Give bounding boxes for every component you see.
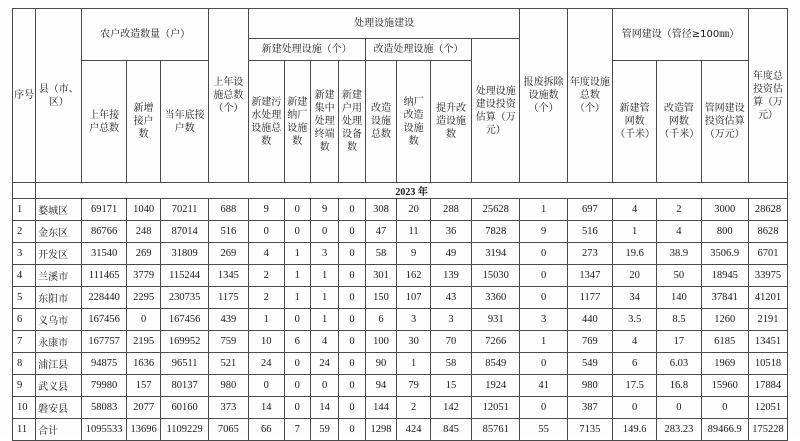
cell-prev-households: 94875: [82, 353, 126, 375]
cell-new-pipe: 20: [613, 265, 657, 287]
cell-pipe-invest: 0: [701, 397, 748, 419]
cell-prev-facilities: 1345: [208, 265, 248, 287]
cell-demolish: 0: [520, 243, 567, 265]
cell-year-invest: 17884: [748, 375, 787, 397]
cell-prev-households: 167757: [82, 331, 126, 353]
cell-prev-facilities: 688: [208, 199, 248, 221]
table-row: [13, 287, 788, 309]
table-row: [13, 309, 788, 331]
cell-end-households: 87014: [161, 221, 208, 243]
cell-seq: 7: [13, 331, 36, 353]
cell-treatment-invest: 15030: [472, 265, 520, 287]
construction-table: [12, 8, 788, 441]
cell-new-pipe-in: 0: [284, 375, 310, 397]
cell-demolish: 3: [520, 309, 567, 331]
cell-prev-households: 167456: [82, 309, 126, 331]
cell-new-pipe: 4: [613, 199, 657, 221]
header-renovate-pipe: 改造管网数（千米）: [657, 61, 701, 183]
cell-seq: 3: [13, 243, 36, 265]
cell-county: 兰溪市: [36, 265, 82, 287]
cell-year-facilities: 516: [567, 221, 612, 243]
cell-end-households: 80137: [161, 375, 208, 397]
cell-seq: 11: [13, 419, 36, 441]
cell-new-household-equip: 0: [339, 309, 365, 331]
cell-seq: 5: [13, 287, 36, 309]
cell-new-household-equip: 0: [339, 221, 365, 243]
cell-pipe-invest: 89466.9: [701, 419, 748, 441]
cell-new-centralized: 4: [310, 331, 338, 353]
table-row: [13, 265, 788, 287]
cell-renovate-pipe: 50: [657, 265, 701, 287]
cell-county: 开发区: [36, 243, 82, 265]
header-seq: 序号: [13, 9, 36, 183]
cell-new-centralized: 1: [310, 287, 338, 309]
cell-new-households: 157: [126, 375, 161, 397]
cell-new-household-equip: 0: [339, 331, 365, 353]
cell-new-centralized: 1: [310, 265, 338, 287]
cell-end-households: 115244: [161, 265, 208, 287]
cell-pipe-invest: 18945: [701, 265, 748, 287]
header-new-pipe-in: 新建纳厂设施数: [284, 61, 310, 183]
cell-new-household-equip: 0: [339, 243, 365, 265]
cell-new-sewage-total: 0: [248, 221, 284, 243]
cell-new-household-equip: 0: [339, 397, 365, 419]
cell-pipe-invest: 1969: [701, 353, 748, 375]
cell-county: 永康市: [36, 331, 82, 353]
cell-renovate-pipe-in: 79: [397, 375, 431, 397]
cell-renovate-total: 6: [365, 309, 397, 331]
cell-end-households: 167456: [161, 309, 208, 331]
header-new-pipe: 新建管网数（千米）: [613, 61, 657, 183]
cell-treatment-invest: 3360: [472, 287, 520, 309]
cell-year-facilities: 980: [567, 375, 612, 397]
table-body: [13, 199, 788, 441]
header-new-build-group: 新建处理设施（个）: [248, 39, 365, 61]
cell-new-sewage-total: 4: [248, 243, 284, 265]
cell-renovate-pipe-in: 2: [397, 397, 431, 419]
cell-new-sewage-total: 24: [248, 353, 284, 375]
cell-renovate-upgrade: 139: [430, 265, 471, 287]
cell-seq: 8: [13, 353, 36, 375]
cell-year-invest: 33975: [748, 265, 787, 287]
header-rural-group: 农户改造数量（户）: [82, 9, 208, 61]
table-row: [13, 199, 788, 221]
cell-prev-households: 111465: [82, 265, 126, 287]
cell-end-households: 96511: [161, 353, 208, 375]
cell-renovate-upgrade: 49: [430, 243, 471, 265]
cell-renovate-pipe: 4: [657, 221, 701, 243]
cell-year-facilities: 549: [567, 353, 612, 375]
cell-county: 东阳市: [36, 287, 82, 309]
cell-year-invest: 12051: [748, 397, 787, 419]
cell-renovate-pipe: 17: [657, 331, 701, 353]
cell-county: 金东区: [36, 221, 82, 243]
cell-new-sewage-total: 0: [248, 375, 284, 397]
cell-pipe-invest: 1260: [701, 309, 748, 331]
cell-renovate-total: 150: [365, 287, 397, 309]
cell-year-invest: 41201: [748, 287, 787, 309]
cell-new-pipe-in: 1: [284, 243, 310, 265]
cell-new-pipe-in: 6: [284, 331, 310, 353]
cell-renovate-upgrade: 3: [430, 309, 471, 331]
cell-new-centralized: 1: [310, 309, 338, 331]
cell-new-centralized: 9: [310, 199, 338, 221]
cell-new-pipe: 17.5: [613, 375, 657, 397]
cell-year-facilities: 1347: [567, 265, 612, 287]
cell-year-invest: 10518: [748, 353, 787, 375]
table-row: [13, 397, 788, 419]
cell-new-pipe: 3.5: [613, 309, 657, 331]
cell-new-centralized: 0: [310, 375, 338, 397]
header-renovate-group: 改造处理设施（个）: [365, 39, 471, 61]
cell-year-facilities: 1177: [567, 287, 612, 309]
header-new-centralized: 新建集中处理终端数: [310, 61, 338, 183]
cell-new-pipe-in: 0: [284, 221, 310, 243]
cell-year-facilities: 7135: [567, 419, 612, 441]
cell-end-households: 60160: [161, 397, 208, 419]
cell-prev-facilities: 269: [208, 243, 248, 265]
header-prev-facilities: 上年设施总数（个）: [208, 9, 248, 183]
cell-renovate-pipe: 38.9: [657, 243, 701, 265]
cell-demolish: 55: [520, 419, 567, 441]
cell-pipe-invest: 3506.9: [701, 243, 748, 265]
cell-prev-households: 228440: [82, 287, 126, 309]
cell-new-centralized: 3: [310, 243, 338, 265]
cell-new-sewage-total: 66: [248, 419, 284, 441]
header-end-households: 当年底接户数: [161, 61, 208, 183]
cell-new-sewage-total: 10: [248, 331, 284, 353]
cell-new-sewage-total: 14: [248, 397, 284, 419]
cell-new-households: 13696: [126, 419, 161, 441]
table-row: [13, 221, 788, 243]
header-treatment-invest: 处理设施建设投资估算（万元）: [472, 39, 520, 183]
cell-renovate-pipe: 8.5: [657, 309, 701, 331]
cell-renovate-upgrade: 43: [430, 287, 471, 309]
header-new-households: 新增接户数: [126, 61, 161, 183]
cell-new-households: 269: [126, 243, 161, 265]
cell-year-facilities: 440: [567, 309, 612, 331]
cell-pipe-invest: 37841: [701, 287, 748, 309]
cell-new-centralized: 0: [310, 221, 338, 243]
cell-new-household-equip: 0: [339, 265, 365, 287]
cell-prev-households: 31540: [82, 243, 126, 265]
cell-new-households: 0: [126, 309, 161, 331]
cell-year-invest: 2191: [748, 309, 787, 331]
cell-new-household-equip: 0: [339, 199, 365, 221]
cell-prev-facilities: 980: [208, 375, 248, 397]
cell-prev-facilities: 521: [208, 353, 248, 375]
cell-new-sewage-total: 2: [248, 287, 284, 309]
cell-new-households: 2195: [126, 331, 161, 353]
cell-demolish: 1: [520, 331, 567, 353]
cell-renovate-upgrade: 58: [430, 353, 471, 375]
table-row: [13, 243, 788, 265]
cell-year-facilities: 769: [567, 331, 612, 353]
header-prev-households: 上年接户总数: [82, 61, 126, 183]
header-year-facilities: 年度设施总数（个）: [567, 9, 612, 183]
cell-county: 磐安县: [36, 397, 82, 419]
cell-new-household-equip: 0: [339, 353, 365, 375]
cell-renovate-upgrade: 70: [430, 331, 471, 353]
cell-new-pipe: 34: [613, 287, 657, 309]
cell-end-households: 230735: [161, 287, 208, 309]
cell-renovate-pipe-in: 9: [397, 243, 431, 265]
cell-renovate-pipe: 283.23: [657, 419, 701, 441]
cell-prev-facilities: 373: [208, 397, 248, 419]
header-new-sewage-total: 新建污水处理设施总数: [248, 61, 284, 183]
cell-new-households: 248: [126, 221, 161, 243]
cell-renovate-total: 100: [365, 331, 397, 353]
cell-demolish: 41: [520, 375, 567, 397]
cell-new-pipe-in: 0: [284, 309, 310, 331]
header-pipe-group: 管网建设（管径≥100㎜）: [613, 9, 749, 61]
cell-new-centralized: 24: [310, 353, 338, 375]
cell-new-pipe: 1: [613, 221, 657, 243]
cell-new-sewage-total: 2: [248, 265, 284, 287]
cell-renovate-total: 94: [365, 375, 397, 397]
cell-end-households: 1109229: [161, 419, 208, 441]
cell-renovate-total: 308: [365, 199, 397, 221]
cell-new-pipe-in: 1: [284, 265, 310, 287]
cell-prev-facilities: 1175: [208, 287, 248, 309]
cell-renovate-pipe-in: 424: [397, 419, 431, 441]
cell-year-facilities: 697: [567, 199, 612, 221]
year-label: 2023 年: [36, 183, 788, 199]
cell-prev-households: 1095533: [82, 419, 126, 441]
cell-new-pipe-in: 0: [284, 353, 310, 375]
cell-new-household-equip: 0: [339, 287, 365, 309]
cell-prev-facilities: 439: [208, 309, 248, 331]
table-header: [13, 9, 788, 183]
cell-renovate-total: 144: [365, 397, 397, 419]
cell-new-pipe-in: 0: [284, 199, 310, 221]
cell-seq: 6: [13, 309, 36, 331]
cell-end-households: 70211: [161, 199, 208, 221]
cell-county: 浦江县: [36, 353, 82, 375]
table-row: [13, 375, 788, 397]
cell-demolish: 9: [520, 221, 567, 243]
cell-seq: 1: [13, 199, 36, 221]
header-year-invest: 年度总投资估算（万元）: [748, 9, 787, 183]
cell-county: 合计: [36, 419, 82, 441]
header-county: 县（市、区）: [36, 9, 82, 183]
cell-renovate-pipe-in: 30: [397, 331, 431, 353]
header-renovate-upgrade: 提升改造设施数: [430, 61, 471, 183]
cell-year-facilities: 273: [567, 243, 612, 265]
cell-end-households: 31809: [161, 243, 208, 265]
cell-new-households: 1636: [126, 353, 161, 375]
cell-renovate-total: 301: [365, 265, 397, 287]
cell-treatment-invest: 85761: [472, 419, 520, 441]
cell-new-households: 1040: [126, 199, 161, 221]
cell-renovate-upgrade: 15: [430, 375, 471, 397]
cell-prev-households: 58083: [82, 397, 126, 419]
table-row: [13, 353, 788, 375]
cell-treatment-invest: 1924: [472, 375, 520, 397]
cell-new-pipe: 4: [613, 331, 657, 353]
cell-new-centralized: 59: [310, 419, 338, 441]
cell-new-pipe: 6: [613, 353, 657, 375]
cell-renovate-pipe-in: 162: [397, 265, 431, 287]
cell-renovate-pipe-in: 3: [397, 309, 431, 331]
cell-treatment-invest: 3194: [472, 243, 520, 265]
cell-demolish: 0: [520, 287, 567, 309]
cell-renovate-total: 1298: [365, 419, 397, 441]
cell-year-invest: 13451: [748, 331, 787, 353]
cell-new-pipe: 0: [613, 397, 657, 419]
cell-renovate-upgrade: 36: [430, 221, 471, 243]
cell-new-pipe-in: 7: [284, 419, 310, 441]
header-renovate-total: 改造设施总数: [365, 61, 397, 183]
cell-new-centralized: 14: [310, 397, 338, 419]
cell-demolish: 0: [520, 265, 567, 287]
cell-new-household-equip: 0: [339, 419, 365, 441]
cell-year-invest: 6701: [748, 243, 787, 265]
cell-prev-facilities: 7065: [208, 419, 248, 441]
cell-treatment-invest: 7266: [472, 331, 520, 353]
cell-end-households: 169952: [161, 331, 208, 353]
cell-renovate-pipe: 140: [657, 287, 701, 309]
cell-renovate-upgrade: 142: [430, 397, 471, 419]
cell-prev-facilities: 759: [208, 331, 248, 353]
header-pipe-invest: 管网建设投资估算（万元）: [701, 61, 748, 183]
cell-new-sewage-total: 1: [248, 309, 284, 331]
cell-demolish: 1: [520, 199, 567, 221]
cell-renovate-total: 58: [365, 243, 397, 265]
cell-year-invest: 8628: [748, 221, 787, 243]
cell-renovate-upgrade: 845: [430, 419, 471, 441]
cell-new-pipe-in: 0: [284, 397, 310, 419]
cell-seq: 9: [13, 375, 36, 397]
cell-treatment-invest: 8549: [472, 353, 520, 375]
cell-treatment-invest: 12051: [472, 397, 520, 419]
cell-seq: 10: [13, 397, 36, 419]
cell-new-pipe: 149.6: [613, 419, 657, 441]
cell-prev-households: 86766: [82, 221, 126, 243]
cell-treatment-invest: 931: [472, 309, 520, 331]
cell-county: 婺城区: [36, 199, 82, 221]
cell-new-pipe-in: 1: [284, 287, 310, 309]
cell-treatment-invest: 7828: [472, 221, 520, 243]
cell-renovate-pipe: 2: [657, 199, 701, 221]
cell-new-household-equip: 0: [339, 375, 365, 397]
cell-pipe-invest: 6185: [701, 331, 748, 353]
table-row: [13, 419, 788, 441]
cell-new-households: 3779: [126, 265, 161, 287]
cell-county: 义乌市: [36, 309, 82, 331]
cell-new-pipe: 19.6: [613, 243, 657, 265]
cell-renovate-pipe: 6.03: [657, 353, 701, 375]
cell-renovate-pipe-in: 11: [397, 221, 431, 243]
header-renovate-pipe-in: 纳厂改造设施数: [397, 61, 431, 183]
cell-year-facilities: 387: [567, 397, 612, 419]
cell-prev-households: 69171: [82, 199, 126, 221]
cell-renovate-pipe: 0: [657, 397, 701, 419]
cell-new-households: 2077: [126, 397, 161, 419]
cell-treatment-invest: 25628: [472, 199, 520, 221]
cell-renovate-total: 47: [365, 221, 397, 243]
header-treatment-group: 处理设施建设: [248, 9, 520, 39]
cell-renovate-pipe-in: 20: [397, 199, 431, 221]
table-row: [13, 331, 788, 353]
cell-renovate-pipe-in: 1: [397, 353, 431, 375]
cell-renovate-total: 90: [365, 353, 397, 375]
cell-new-sewage-total: 9: [248, 199, 284, 221]
cell-pipe-invest: 800: [701, 221, 748, 243]
cell-prev-facilities: 516: [208, 221, 248, 243]
cell-seq: 2: [13, 221, 36, 243]
cell-year-invest: 175228: [748, 419, 787, 441]
cell-pipe-invest: 15960: [701, 375, 748, 397]
cell-demolish: 0: [520, 397, 567, 419]
cell-county: 武义县: [36, 375, 82, 397]
cell-demolish: 0: [520, 353, 567, 375]
header-demolish: 报废拆除设施数（个）: [520, 9, 567, 183]
cell-pipe-invest: 3000: [701, 199, 748, 221]
cell-new-households: 2295: [126, 287, 161, 309]
cell-renovate-pipe: 16.8: [657, 375, 701, 397]
cell-year-invest: 28628: [748, 199, 787, 221]
cell-prev-households: 79980: [82, 375, 126, 397]
header-new-household-equip: 新建户用处理设备数: [339, 61, 365, 183]
cell-seq: 4: [13, 265, 36, 287]
year-spacer-left: [13, 183, 36, 199]
cell-renovate-pipe-in: 107: [397, 287, 431, 309]
cell-renovate-upgrade: 288: [430, 199, 471, 221]
